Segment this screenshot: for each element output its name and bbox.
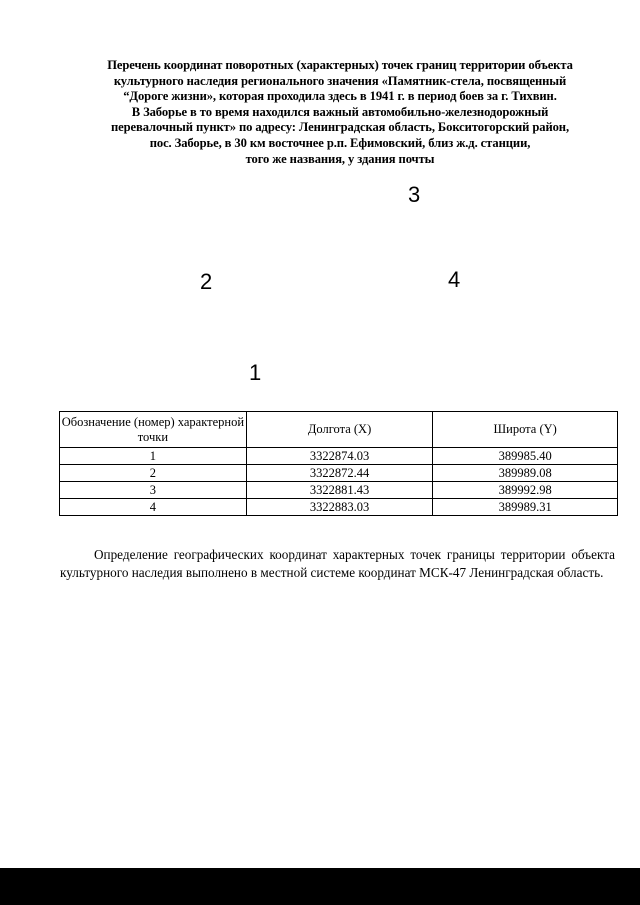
cell-latitude: 389989.08 (433, 465, 618, 482)
table-row (60, 499, 618, 516)
cell-latitude: 389992.98 (433, 482, 618, 499)
title-line: пос. Заборье, в 30 км восточнее р.п. Ефимовский, близ ж.д. станции, (149, 135, 531, 150)
cell-latitude: 389989.31 (433, 499, 618, 516)
cell-latitude: 389985.40 (433, 448, 618, 465)
cell-point-number: 3 (60, 482, 247, 499)
title-line: Перечень координат поворотных (характерных) точек границ территории объекта (107, 58, 573, 72)
table-header-row (60, 412, 618, 448)
title-line: В Заборье в то время находился важный автомобильно-железнодорожный (131, 104, 549, 119)
point-label-3: 3 (408, 182, 421, 207)
cell-longitude: 3322874.03 (246, 448, 433, 465)
header-point-number: Обозначение (номер) характерной точки (60, 412, 247, 448)
title-line: перевалочный пункт» по адресу: Ленинградская область, Бокситогорский район, (110, 120, 570, 135)
table-row (60, 465, 618, 482)
cell-point-number: 1 (60, 448, 247, 465)
title-line: “Дороге жизни», которая проходила здесь в 1941 г. в период боев за г. Тихвин. (123, 89, 557, 104)
point-label-1: 1 (249, 360, 262, 385)
coordinate-system-note: Определение географических координат характерных точек границы территории объекта культурного наследия выполнено в местной системе координат МСК-47 Ленинградская область. (60, 547, 615, 580)
point-label-4: 4 (448, 267, 461, 292)
table-row (60, 448, 618, 465)
table-row (60, 482, 618, 499)
scan-bottom-border (0, 868, 640, 905)
cell-point-number: 2 (60, 465, 247, 482)
cell-longitude: 3322881.43 (246, 482, 433, 499)
cell-point-number: 4 (60, 499, 247, 516)
cell-longitude: 3322872.44 (246, 465, 433, 482)
coordinates-table (59, 411, 618, 516)
title-line: культурного наследия регионального значения «Памятник-стела, посвященный (113, 73, 567, 88)
document-title (60, 58, 620, 167)
header-latitude: Широта (Y) (433, 412, 618, 448)
point-label-2: 2 (200, 269, 213, 294)
cell-longitude: 3322883.03 (246, 499, 433, 516)
title-line: того же названия, у здания почты (245, 151, 435, 166)
header-longitude: Долгота (X) (246, 412, 433, 448)
